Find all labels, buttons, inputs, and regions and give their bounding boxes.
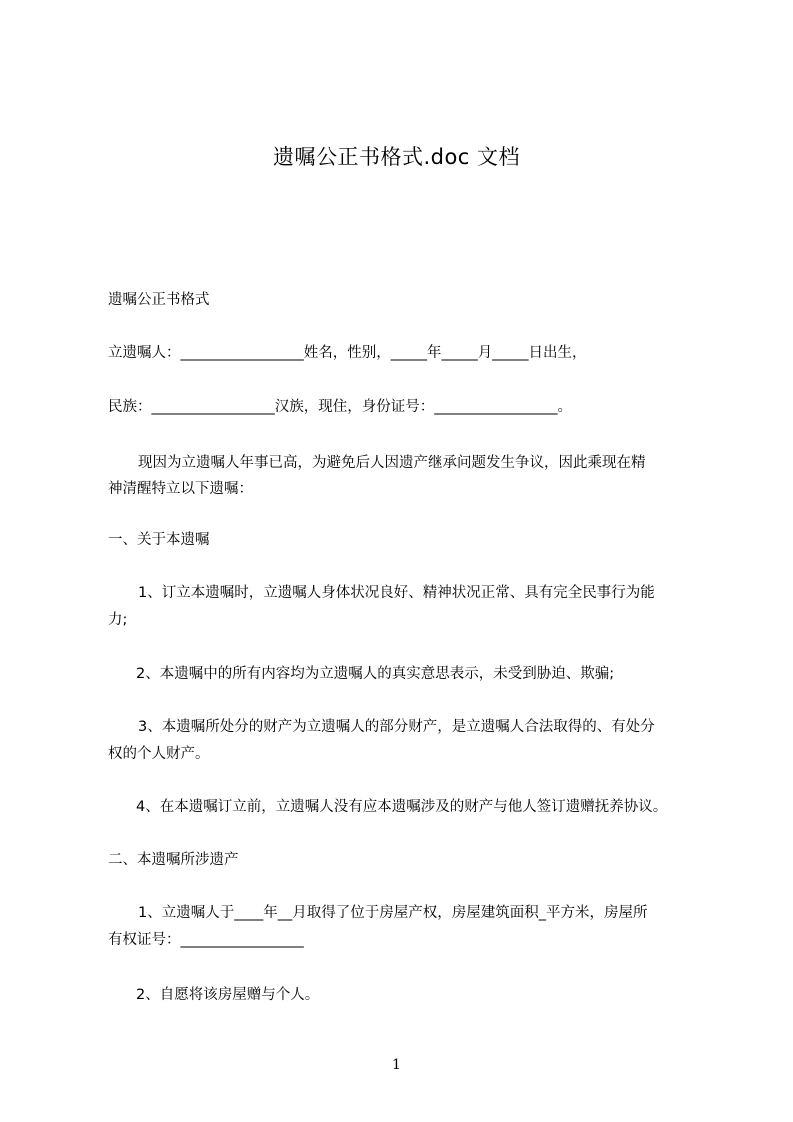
clause-1-4: 4、在本遗嘱订立前，立遗嘱人没有应本遗嘱涉及的财产与他人签订遗赠抚养协议。 — [136, 799, 668, 815]
clause-1-1-line2: 力; — [108, 612, 128, 628]
clause-1-3-line2: 权的个人财产。 — [108, 746, 210, 762]
paragraph-heading-format: 遗嘱公正书格式 — [108, 292, 210, 308]
paragraph-testator: 立遗嘱人：_________________姓名，性别，_____年_____月_____日出生， — [108, 345, 587, 361]
section-heading-2: 二、本遗嘱所涉遗产 — [108, 852, 239, 868]
clause-1-1-line1: 1、订立本遗嘱时，立遗嘱人身体状况良好、精神状况正常、具有完全民事行为能 — [138, 585, 655, 601]
paragraph-ethnicity: 民族：_________________汉族，现住，身份证号：_________________。 — [108, 399, 572, 415]
clause-1-3-line1: 3、本遗嘱所处分的财产为立遗嘱人的部分财产，是立遗嘱人合法取得的、有处分 — [138, 719, 655, 735]
paragraph-reason-line1: 现因为立遗嘱人年事已高，为避免后人因遗产继承问题发生争议，因此乘现在精 — [138, 455, 646, 471]
clause-2-1-line1: 1、立遗嘱人于____年__月取得了位于房屋产权，房屋建筑面积_平方米，房屋所 — [138, 905, 648, 921]
clause-2-1-line2: 有权证号：_________________ — [108, 932, 304, 948]
clause-2-2: 2、自愿将该房屋赠与个人。 — [136, 987, 320, 1003]
clause-1-2: 2、本遗嘱中的所有内容均为立遗嘱人的真实意思表示，未受到胁迫、欺骗; — [136, 666, 615, 682]
paragraph-reason-line2: 神清醒特立以下遗嘱： — [108, 481, 253, 497]
section-heading-1: 一、关于本遗嘱 — [108, 532, 210, 548]
document-title: 遗嘱公正书格式.doc 文档 — [272, 145, 521, 169]
page-number: 1 — [392, 1057, 401, 1073]
